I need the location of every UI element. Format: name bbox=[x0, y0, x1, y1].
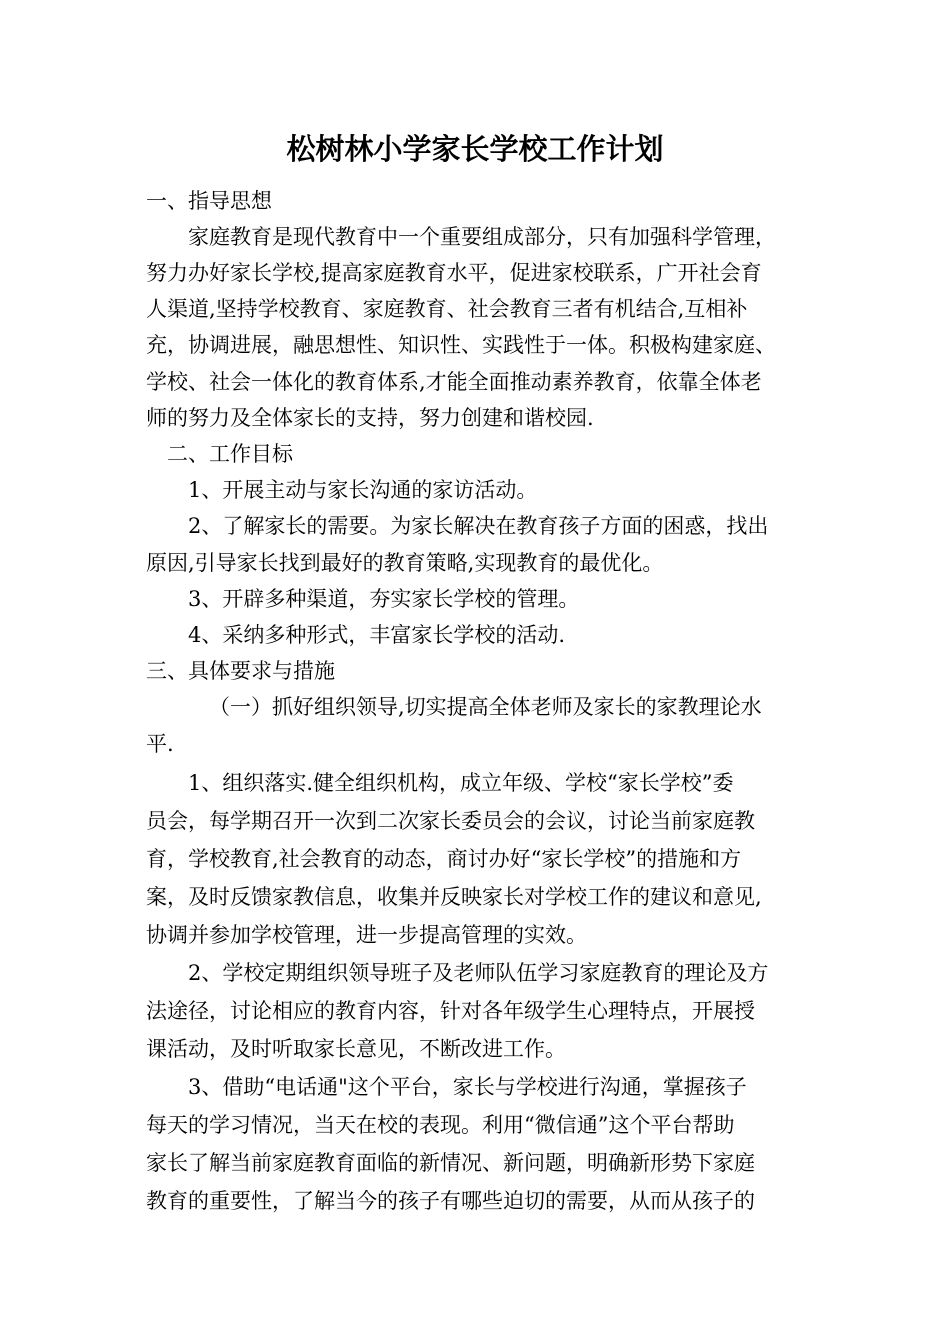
section-heading-guiding-thought: 一、指导思想 bbox=[146, 189, 272, 213]
paragraph-line: 人渠道,坚持学校教育、家庭教育、社会教育三者有机结合,互相补 bbox=[146, 297, 748, 321]
paragraph-line: 学校、社会一体化的教育体系,才能全面推动素养教育，依靠全体老 bbox=[146, 370, 762, 394]
paragraph-line: 协调并参加学校管理，进一步提高管理的实效。 bbox=[146, 923, 587, 947]
paragraph-line: 充，协调进展，融思想性、知识性、实践性于一体。积极构建家庭、 bbox=[146, 333, 776, 357]
list-item: 2、了解家长的需要。为家长解决在教育孩子方面的困惑，找出 bbox=[188, 514, 769, 538]
list-item: 4、采纳多种形式，丰富家长学校的活动. bbox=[188, 623, 566, 647]
paragraph-line: 课活动，及时听取家长意见，不断改进工作。 bbox=[146, 1037, 566, 1061]
paragraph-line: 师的努力及全体家长的支持，努力创建和谐校园. bbox=[146, 406, 594, 430]
section-heading-work-goals: 二、工作目标 bbox=[167, 442, 293, 466]
paragraph-line: 平. bbox=[146, 732, 174, 756]
list-item: 1、开展主动与家长沟通的家访活动。 bbox=[188, 478, 538, 502]
paragraph-line: 每天的学习情况，当天在校的表现。利用“微信通”这个平台帮助 bbox=[146, 1113, 735, 1137]
paragraph-line: 努力办好家长学校,提高家庭教育水平，促进家校联系，广开社会育 bbox=[146, 261, 762, 285]
paragraph-line: 员会，每学期召开一次到二次家长委员会的会议，讨论当前家庭教 bbox=[146, 809, 755, 833]
paragraph-line: 法途径，讨论相应的教育内容，针对各年级学生心理特点，开展授 bbox=[146, 999, 755, 1023]
list-item: 1、组织落实.健全组织机构，成立年级、学校“家长学校”委 bbox=[188, 771, 734, 795]
paragraph-line: 教育的重要性，了解当今的孩子有哪些迫切的需要，从而从孩子的 bbox=[146, 1189, 755, 1213]
list-item: 3、开辟多种渠道，夯实家长学校的管理。 bbox=[188, 587, 580, 611]
paragraph-line: 案，及时反馈家教信息，收集并反映家长对学校工作的建议和意见, bbox=[146, 885, 762, 909]
document-title: 松树林小学家长学校工作计划 bbox=[286, 132, 664, 166]
list-item: 2、学校定期组织领导班子及老师队伍学习家庭教育的理论及方 bbox=[188, 961, 769, 985]
list-item: 3、借助“电话通"这个平台，家长与学校进行沟通，掌握孩子 bbox=[188, 1075, 747, 1099]
paragraph-line: 家庭教育是现代教育中一个重要组成部分，只有加强科学管理， bbox=[188, 225, 776, 249]
section-heading-requirements: 三、具体要求与措施 bbox=[146, 659, 335, 683]
paragraph-line: 原因,引导家长找到最好的教育策略,实现教育的最优化。 bbox=[146, 551, 664, 575]
subsection-heading: （一）抓好组织领导,切实提高全体老师及家长的家教理论水 bbox=[209, 695, 762, 719]
paragraph-line: 育，学校教育,社会教育的动态，商讨办好“家长学校”的措施和方 bbox=[146, 847, 742, 871]
paragraph-line: 家长了解当前家庭教育面临的新情况、新问题，明确新形势下家庭 bbox=[146, 1151, 755, 1175]
